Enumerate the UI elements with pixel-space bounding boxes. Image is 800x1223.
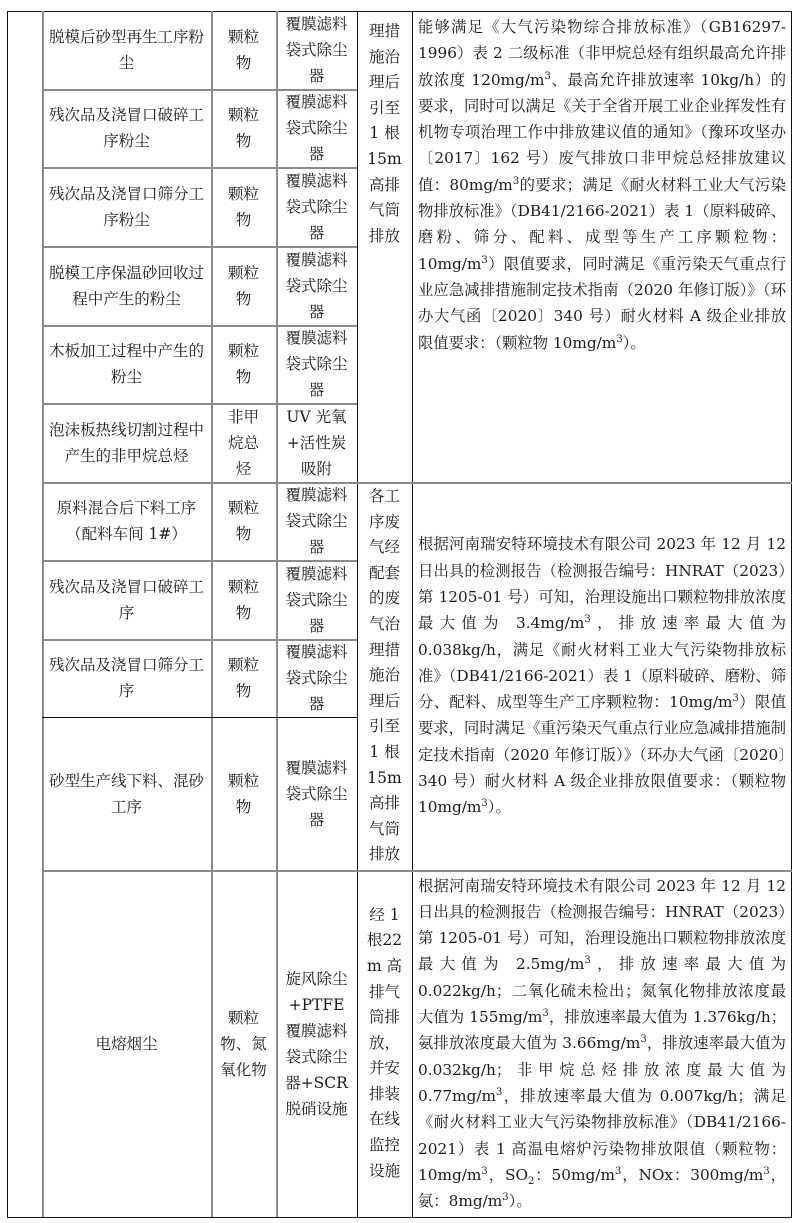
pollutant-text: 颗粒物 — [227, 106, 259, 150]
pollutant-cell — [211, 89, 276, 167]
text-part: ）。 — [622, 333, 646, 352]
superscript: 3 — [481, 1165, 488, 1177]
device-text: 覆膜滤料袋式除尘器 — [285, 250, 348, 321]
superscript: 3 — [614, 1165, 622, 1177]
stack-cell — [357, 482, 412, 870]
superscript: 3 — [544, 70, 551, 82]
text-part: ，排放速率最大值为 0.022kg/h；二氧化硫未检出；氮氧化物排放浓度最大值为 155mg/m — [418, 955, 786, 1027]
pollutant-cell — [211, 325, 276, 403]
source-cell — [42, 403, 211, 482]
text-part: ，排放速率最大值为 0.007kg/h；满足《耐火材料工业大气污染物排放标准》（DB41/2166-2021）表 1 高温电熔炉污染物排放限值（颗粒物：10mg/m — [418, 1086, 786, 1184]
device-text: 覆膜滤料袋式除尘器 — [285, 93, 348, 163]
device-text: 覆膜滤料袋式除尘器 — [285, 564, 348, 635]
source-cell — [42, 89, 211, 167]
superscript: 3 — [584, 614, 591, 626]
superscript: 3 — [481, 798, 488, 810]
text-part: ，排放速率最大值为 0.038kg/h，满足《耐火材料工业大气污染物排放标准》（DB41/2166-2021）表 1（原料破碎、磨粉、筛分、配料、成型等生产工序颗粒物：10mg/m — [418, 614, 786, 712]
emission-table — [7, 11, 792, 1217]
source-text: 电熔烟尘 — [95, 1034, 158, 1053]
test-result-text — [418, 873, 786, 1215]
device-text: 覆膜滤料袋式除尘器 — [285, 643, 348, 713]
source-cell — [42, 167, 211, 246]
superscript: 3 — [732, 693, 739, 705]
device-cell — [276, 167, 357, 246]
superscript: 3 — [502, 1192, 509, 1204]
source-text: 残次品及浇冒口破碎工序粉尘 — [49, 106, 205, 150]
pollutant-cell — [211, 717, 276, 870]
test-result-cell — [412, 870, 792, 1217]
device-cell — [276, 89, 357, 167]
text-part: 的要求；满足《耐火材料工业大气污染物排放标准》（DB41/2166-2021）表 1（原料破碎、磨粉、筛分、配料、成型等生产工序颗粒物：10mg/m — [418, 175, 786, 273]
source-text: 木板加工过程中产生的粉尘 — [49, 342, 205, 386]
superscript: 3 — [496, 1086, 503, 1098]
superscript: 3 — [616, 333, 623, 345]
source-cell — [42, 560, 211, 639]
superscript: 3 — [512, 175, 520, 187]
device-text: 覆膜滤料袋式除尘器 — [285, 758, 348, 829]
pollutant-text: 颗粒物 — [227, 263, 259, 308]
device-cell — [276, 325, 357, 403]
device-cell — [276, 560, 357, 639]
device-cell — [276, 717, 357, 870]
pollutant-cell — [211, 167, 276, 246]
device-text: 覆膜滤料袋式除尘器 — [285, 15, 348, 85]
text-part: 能够满足《大气污染物综合排放标准》（GB16297-1996）表 2 二级标准（非甲烷总烃有组织最高允许排放浓度 120mg/m — [418, 18, 786, 89]
standard-text — [418, 14, 786, 356]
device-cell — [276, 246, 357, 325]
text-part: 根据河南瑞安特环境技术有限公司 2023 年 12 月 12 日出具的检测报告（检测报告编号：HNRAT（2023）第 1205-01 号）可知，治理设施出口颗粒物排放浓度最大值为 3.4mg/m — [418, 535, 786, 633]
stack-text: 经 1 根22m 高排气筒排放，并安排装在线监控设施 — [366, 905, 403, 1180]
pollutant-text: 颗粒物、氮氧化物 — [220, 1008, 267, 1079]
device-text: 覆膜滤料袋式除尘器 — [285, 486, 348, 556]
stack-text: 理措施治理后引至1 根15m高排气筒排放 — [367, 22, 402, 245]
pollutant-text: 颗粒物 — [227, 656, 259, 700]
source-text: 脱模工序保温砂回收过程中产生的粉尘 — [49, 263, 205, 308]
source-cell — [42, 717, 211, 870]
device-text: UV 光氧+活性炭吸附 — [286, 407, 347, 478]
text-part: ）。 — [508, 1192, 532, 1211]
device-cell — [276, 403, 357, 482]
device-cell — [276, 870, 357, 1217]
table-border-left — [7, 11, 8, 1217]
source-text: 砂型生产线下料、混砂工序 — [49, 771, 205, 816]
pollutant-cell — [211, 560, 276, 639]
text-part: 、最高允许排放速率 10kg/h）的要求，同时可以满足《关于全省开展工业企业挥发性有机物专项治理工作中排放建议值的通知》（豫环攻坚办〔2017〕162 号）废气排放口非甲烷总烃排放建议值：80mg/m — [418, 70, 786, 194]
superscript: 3 — [640, 1034, 647, 1046]
device-text: 覆膜滤料袋式除尘器 — [285, 329, 348, 399]
pollutant-text: 颗粒物 — [227, 499, 259, 543]
pollutant-text: 颗粒物 — [227, 771, 259, 816]
pollutant-cell — [211, 403, 276, 482]
source-cell — [42, 870, 211, 1217]
source-text: 脱模后砂型再生工序粉尘 — [49, 28, 205, 72]
pollutant-text: 颗粒物 — [227, 342, 259, 386]
text-part: 根据河南瑞安特环境技术有限公司 2023 年 12 月 12 日出具的检测报告（检测报告编号：HNRAT（2023）第 1205-01 号）可知，治理设施出口颗粒物排放浓度最大值为 2.5mg/m — [418, 876, 786, 974]
text-part: ）限值要求，同时满足《重污染天气重点行业应急减排措施制定技术指南（2020 年修订版）》（环办大气函〔2020〕340 号）耐火材料 A 级企业排放限值要求：（颗粒物 10mg/m — [418, 693, 786, 817]
source-text: 残次品及浇冒口筛分工序粉尘 — [49, 184, 205, 229]
device-cell — [276, 482, 357, 560]
superscript: 3 — [481, 254, 488, 266]
text-part: ，NOx：300mg/m — [621, 1165, 764, 1184]
source-cell — [42, 325, 211, 403]
text-part: ：50mg/m — [534, 1165, 615, 1184]
superscript: 3 — [763, 1165, 770, 1177]
source-text: 残次品及浇冒口破碎工序 — [49, 577, 205, 622]
device-text: 覆膜滤料袋式除尘器 — [285, 171, 348, 242]
pollutant-text: 颗粒物 — [227, 577, 259, 622]
pollutant-cell — [211, 11, 276, 89]
pollutant-text: 颗粒物 — [227, 184, 259, 229]
pollutant-cell — [211, 482, 276, 560]
pollutant-cell — [211, 639, 276, 717]
text-part: ）限值要求，同时满足《重污染天气重点行业应急减排措施制定技术指南（2020 年修订版）》（环办大气函〔2020〕340 号）耐火材料 A 级企业排放限值要求：（颗粒物 10mg/m — [418, 254, 786, 352]
stack-cell — [357, 11, 412, 251]
superscript: 3 — [584, 955, 591, 967]
source-text: 残次品及浇冒口筛分工序 — [49, 656, 205, 700]
test-result-text — [418, 531, 786, 820]
table-border-bottom — [7, 1217, 792, 1218]
pollutant-cell — [211, 246, 276, 325]
source-text: 原料混合后下料工序（配料车间 1#） — [56, 499, 197, 543]
stack-cell — [357, 870, 412, 1217]
pollutant-text: 非甲烷总烃 — [227, 407, 259, 478]
standard-text-cell — [412, 11, 792, 482]
pollutant-text: 颗粒物 — [227, 28, 259, 72]
stack-text: 各工序废气经配套的废气治理措施治理后引至1 根15m高排气筒排放 — [367, 487, 402, 864]
text-part: ，氨：8mg/m — [418, 1165, 786, 1211]
source-text: 泡沫板热线切割过程中产生的非甲烷总烃 — [49, 420, 205, 465]
device-cell — [276, 11, 357, 89]
text-part: ，排放速率最大值为 0.032kg/h；非甲烷总烃排放浓度最大值为 0.77mg/m — [418, 1034, 786, 1105]
source-cell — [42, 482, 211, 560]
source-cell — [42, 246, 211, 325]
device-text: 旋风除尘+PTFE 覆膜滤料袋式除尘器+SCR 脱硝设施 — [285, 969, 348, 1118]
pollutant-cell — [211, 870, 276, 1217]
device-cell — [276, 639, 357, 717]
text-part: ）。 — [487, 798, 511, 817]
source-cell — [42, 639, 211, 717]
text-part: ，排放速率最大值为 1.376kg/h；氨排放浓度最大值为 3.66mg/m — [418, 1008, 786, 1053]
source-cell — [42, 11, 211, 89]
subscript: 2 — [527, 1175, 535, 1187]
superscript: 3 — [542, 1007, 549, 1019]
text-part: ，SO — [487, 1165, 528, 1184]
test-result-cell — [412, 482, 792, 870]
